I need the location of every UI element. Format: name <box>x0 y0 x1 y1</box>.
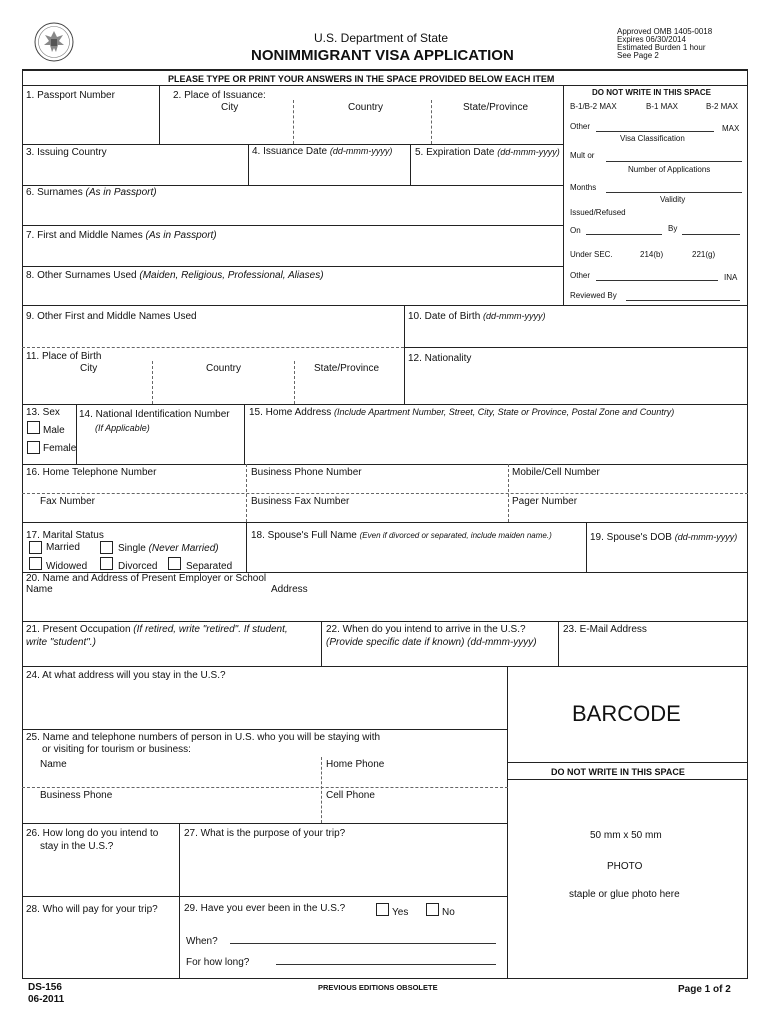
office-under-sec: Under SEC. <box>570 250 613 259</box>
surnames-field[interactable] <box>23 200 562 224</box>
mobile-phone-field[interactable] <box>509 480 747 492</box>
office-on: On <box>570 226 581 235</box>
office-mult-or: Mult or <box>570 151 595 160</box>
divorced-checkbox[interactable] <box>100 557 113 570</box>
field-11-state-label: State/Province <box>314 363 380 374</box>
form-date: 06-2011 <box>28 994 65 1005</box>
field-1-label: 1. Passport Number <box>26 90 115 101</box>
no-checkbox[interactable] <box>426 903 439 916</box>
office-validity: Validity <box>660 195 686 204</box>
contact-name-field[interactable] <box>23 772 320 786</box>
yes-label: Yes <box>392 907 409 918</box>
separated-label: Separated <box>186 561 233 572</box>
field-19-label: 19. Spouse's DOB (dd-mmm-yyyy) <box>590 532 738 543</box>
place-of-birth-field[interactable] <box>23 376 403 403</box>
field-20-name-label: Name <box>26 584 53 595</box>
married-label: Married <box>46 542 80 553</box>
payer-field[interactable] <box>23 918 178 976</box>
divorced-label: Divorced <box>118 561 158 572</box>
photo-note: staple or glue photo here <box>569 889 680 900</box>
office-b2: B-2 MAX <box>706 102 739 111</box>
home-address-field[interactable] <box>245 421 747 463</box>
field-14-label: 14. National Identification Number <box>79 409 230 420</box>
field-21-note-2: write "student".) <box>26 637 96 648</box>
field-6-label: 6. Surnames (As in Passport) <box>26 187 157 198</box>
office-b1: B-1 MAX <box>646 102 679 111</box>
office-by: By <box>668 224 678 233</box>
arrival-date-field[interactable] <box>322 651 557 665</box>
barcode-label: BARCODE <box>572 701 681 726</box>
office-ina: INA <box>724 273 738 282</box>
office-number-applications: Number of Applications <box>628 165 711 174</box>
field-20-label: 20. Name and Address of Present Employer or School <box>26 573 267 584</box>
us-address-field[interactable] <box>23 684 506 728</box>
passport-number-field[interactable] <box>23 104 158 142</box>
state-seal-logo <box>34 22 74 62</box>
other-surnames-field[interactable] <box>23 284 562 304</box>
field-2-state-label: State/Province <box>463 102 529 113</box>
form-id: DS-156 <box>28 982 62 993</box>
field-25-cell-label: Cell Phone <box>326 790 375 801</box>
omb-line-3: Estimated Burden 1 hour <box>617 43 706 52</box>
business-phone-label: Business Phone Number <box>251 467 362 478</box>
email-field[interactable] <box>559 638 747 665</box>
field-5-label: 5. Expiration Date (dd-mmm-yyyy) <box>415 147 560 158</box>
length-of-stay-field[interactable] <box>23 855 178 895</box>
photo-size-label: 50 mm x 50 mm <box>590 830 662 841</box>
field-29-label: 29. Have you ever been in the U.S.? <box>184 903 346 914</box>
page-number: Page 1 of 2 <box>678 984 731 995</box>
field-14-note: (If Applicable) <box>95 423 150 433</box>
other-first-names-field[interactable] <box>23 325 403 345</box>
fax-field[interactable] <box>23 509 245 521</box>
field-23-label: 23. E-Mail Address <box>563 624 647 635</box>
first-middle-names-field[interactable] <box>23 243 562 265</box>
field-22-note: (Provide specific date if known) (dd-mmm-yyyy) <box>326 637 537 648</box>
issuance-date-field[interactable] <box>249 160 409 184</box>
obsolete-notice: PREVIOUS EDITIONS OBSOLETE <box>318 983 438 992</box>
business-fax-label: Business Fax Number <box>251 496 350 507</box>
office-heading: DO NOT WRITE IN THIS SPACE <box>592 88 711 97</box>
field-13-label: 13. Sex <box>26 407 60 418</box>
field-25-label-2: or visiting for tourism or business: <box>42 744 191 755</box>
photo-area[interactable] <box>508 780 747 977</box>
when-label: When? <box>186 936 218 947</box>
photo-label: PHOTO <box>607 861 643 872</box>
separated-checkbox[interactable] <box>168 557 181 570</box>
pager-field[interactable] <box>509 509 747 521</box>
expiration-date-field[interactable] <box>411 160 562 184</box>
yes-checkbox[interactable] <box>376 903 389 916</box>
field-18-label: 18. Spouse's Full Name (Even if divorced or separated, include maiden name.) <box>251 530 552 541</box>
field-2-country-label: Country <box>348 102 384 113</box>
nationality-field[interactable] <box>405 368 747 403</box>
office-214b: 214(b) <box>640 250 664 259</box>
male-checkbox[interactable] <box>27 421 40 434</box>
business-phone-field[interactable] <box>247 480 507 492</box>
office-221g: 221(g) <box>692 250 716 259</box>
field-3-label: 3. Issuing Country <box>26 147 107 158</box>
female-checkbox[interactable] <box>27 441 40 454</box>
office-reviewed-by: Reviewed By <box>570 291 617 300</box>
field-10-label: 10. Date of Birth (dd-mmm-yyyy) <box>408 311 546 322</box>
field-28-label: 28. Who will pay for your trip? <box>26 904 158 915</box>
field-11-label: 11. Place of Birth <box>26 351 102 362</box>
single-label: Single (Never Married) <box>118 543 219 554</box>
spouse-dob-field[interactable] <box>587 546 747 571</box>
field-22-label: 22. When do you intend to arrive in the U.S.? <box>326 624 526 635</box>
employer-field[interactable] <box>23 597 747 620</box>
how-long-field[interactable] <box>276 964 496 965</box>
field-25-label: 25. Name and telephone numbers of person in U.S. who you will be staying with <box>26 732 381 743</box>
field-26-label-2: stay in the U.S.? <box>40 841 114 852</box>
field-2-city-label: City <box>221 102 239 113</box>
office-visa-classification: Visa Classification <box>620 134 685 143</box>
field-12-label: 12. Nationality <box>408 353 472 364</box>
pager-label: Pager Number <box>512 496 578 507</box>
spouse-name-field[interactable] <box>247 544 585 571</box>
field-11-country-label: Country <box>206 363 242 374</box>
business-fax-field[interactable] <box>247 509 507 521</box>
field-25-home-label: Home Phone <box>326 759 385 770</box>
field-25-business-label: Business Phone <box>40 790 113 801</box>
married-checkbox[interactable] <box>29 541 42 554</box>
fax-label: Fax Number <box>40 496 96 507</box>
omb-line-2: Expires 06/30/2014 <box>617 35 686 44</box>
female-label: Female <box>43 443 77 454</box>
widowed-checkbox[interactable] <box>29 557 42 570</box>
field-21-label: 21. Present Occupation (If retired, write "retired". If student, <box>26 624 288 635</box>
field-9-label: 9. Other First and Middle Names Used <box>26 311 197 322</box>
office-b1b2: B-1/B-2 MAX <box>570 102 617 111</box>
form-title: NONIMMIGRANT VISA APPLICATION <box>251 47 514 64</box>
place-of-issuance-field[interactable] <box>160 115 562 143</box>
contact-cell-phone-field[interactable] <box>322 804 506 822</box>
field-17-label: 17. Marital Status <box>26 530 104 541</box>
omb-line-1: Approved OMB 1405-0018 <box>617 27 713 36</box>
mobile-label: Mobile/Cell Number <box>512 467 600 478</box>
office-months: Months <box>570 183 597 192</box>
office-bottom-heading: DO NOT WRITE IN THIS SPACE <box>551 767 685 777</box>
field-26-label: 26. How long do you intend to <box>26 828 159 839</box>
field-20-address-label: Address <box>271 584 308 595</box>
office-max: MAX <box>722 124 740 133</box>
no-label: No <box>442 907 455 918</box>
field-4-label: 4. Issuance Date (dd-mmm-yyyy) <box>252 146 393 157</box>
field-24-label: 24. At what address will you stay in the U.S.? <box>26 670 226 681</box>
omb-line-4: See Page 2 <box>617 51 659 60</box>
field-8-label: 8. Other Surnames Used (Maiden, Religious, Professional, Aliases) <box>26 270 324 281</box>
office-other-2: Other <box>570 271 591 280</box>
national-id-field[interactable] <box>77 436 243 463</box>
date-of-birth-field[interactable] <box>405 325 747 345</box>
field-11-city-label: City <box>80 363 98 374</box>
how-long-label: For how long? <box>186 957 250 968</box>
contact-business-phone-field[interactable] <box>23 804 320 822</box>
office-issued-refused: Issued/Refused <box>570 208 626 217</box>
field-25-name-label: Name <box>40 759 67 770</box>
department-name: U.S. Department of State <box>314 31 449 45</box>
when-field[interactable] <box>230 943 496 944</box>
field-15-label: 15. Home Address (Include Apartment Number, Street, City, State or Province, Postal Zone and Country) <box>249 407 675 418</box>
office-other: Other <box>570 122 591 131</box>
issuing-country-field[interactable] <box>23 160 247 184</box>
contact-home-phone-field[interactable] <box>322 772 506 786</box>
field-7-label: 7. First and Middle Names (As in Passport) <box>26 230 217 241</box>
field-27-label: 27. What is the purpose of your trip? <box>184 828 346 839</box>
male-label: Male <box>43 425 65 436</box>
occupation-field[interactable] <box>23 651 320 665</box>
widowed-label: Widowed <box>46 561 88 572</box>
field-16-label: 16. Home Telephone Number <box>26 467 157 478</box>
trip-purpose-field[interactable] <box>180 842 506 895</box>
instructions: PLEASE TYPE OR PRINT YOUR ANSWERS IN THE SPACE PROVIDED BELOW EACH ITEM <box>168 74 555 84</box>
home-phone-field[interactable] <box>23 480 245 492</box>
field-2-label: 2. Place of Issuance: <box>173 90 266 101</box>
single-checkbox[interactable] <box>100 541 113 554</box>
